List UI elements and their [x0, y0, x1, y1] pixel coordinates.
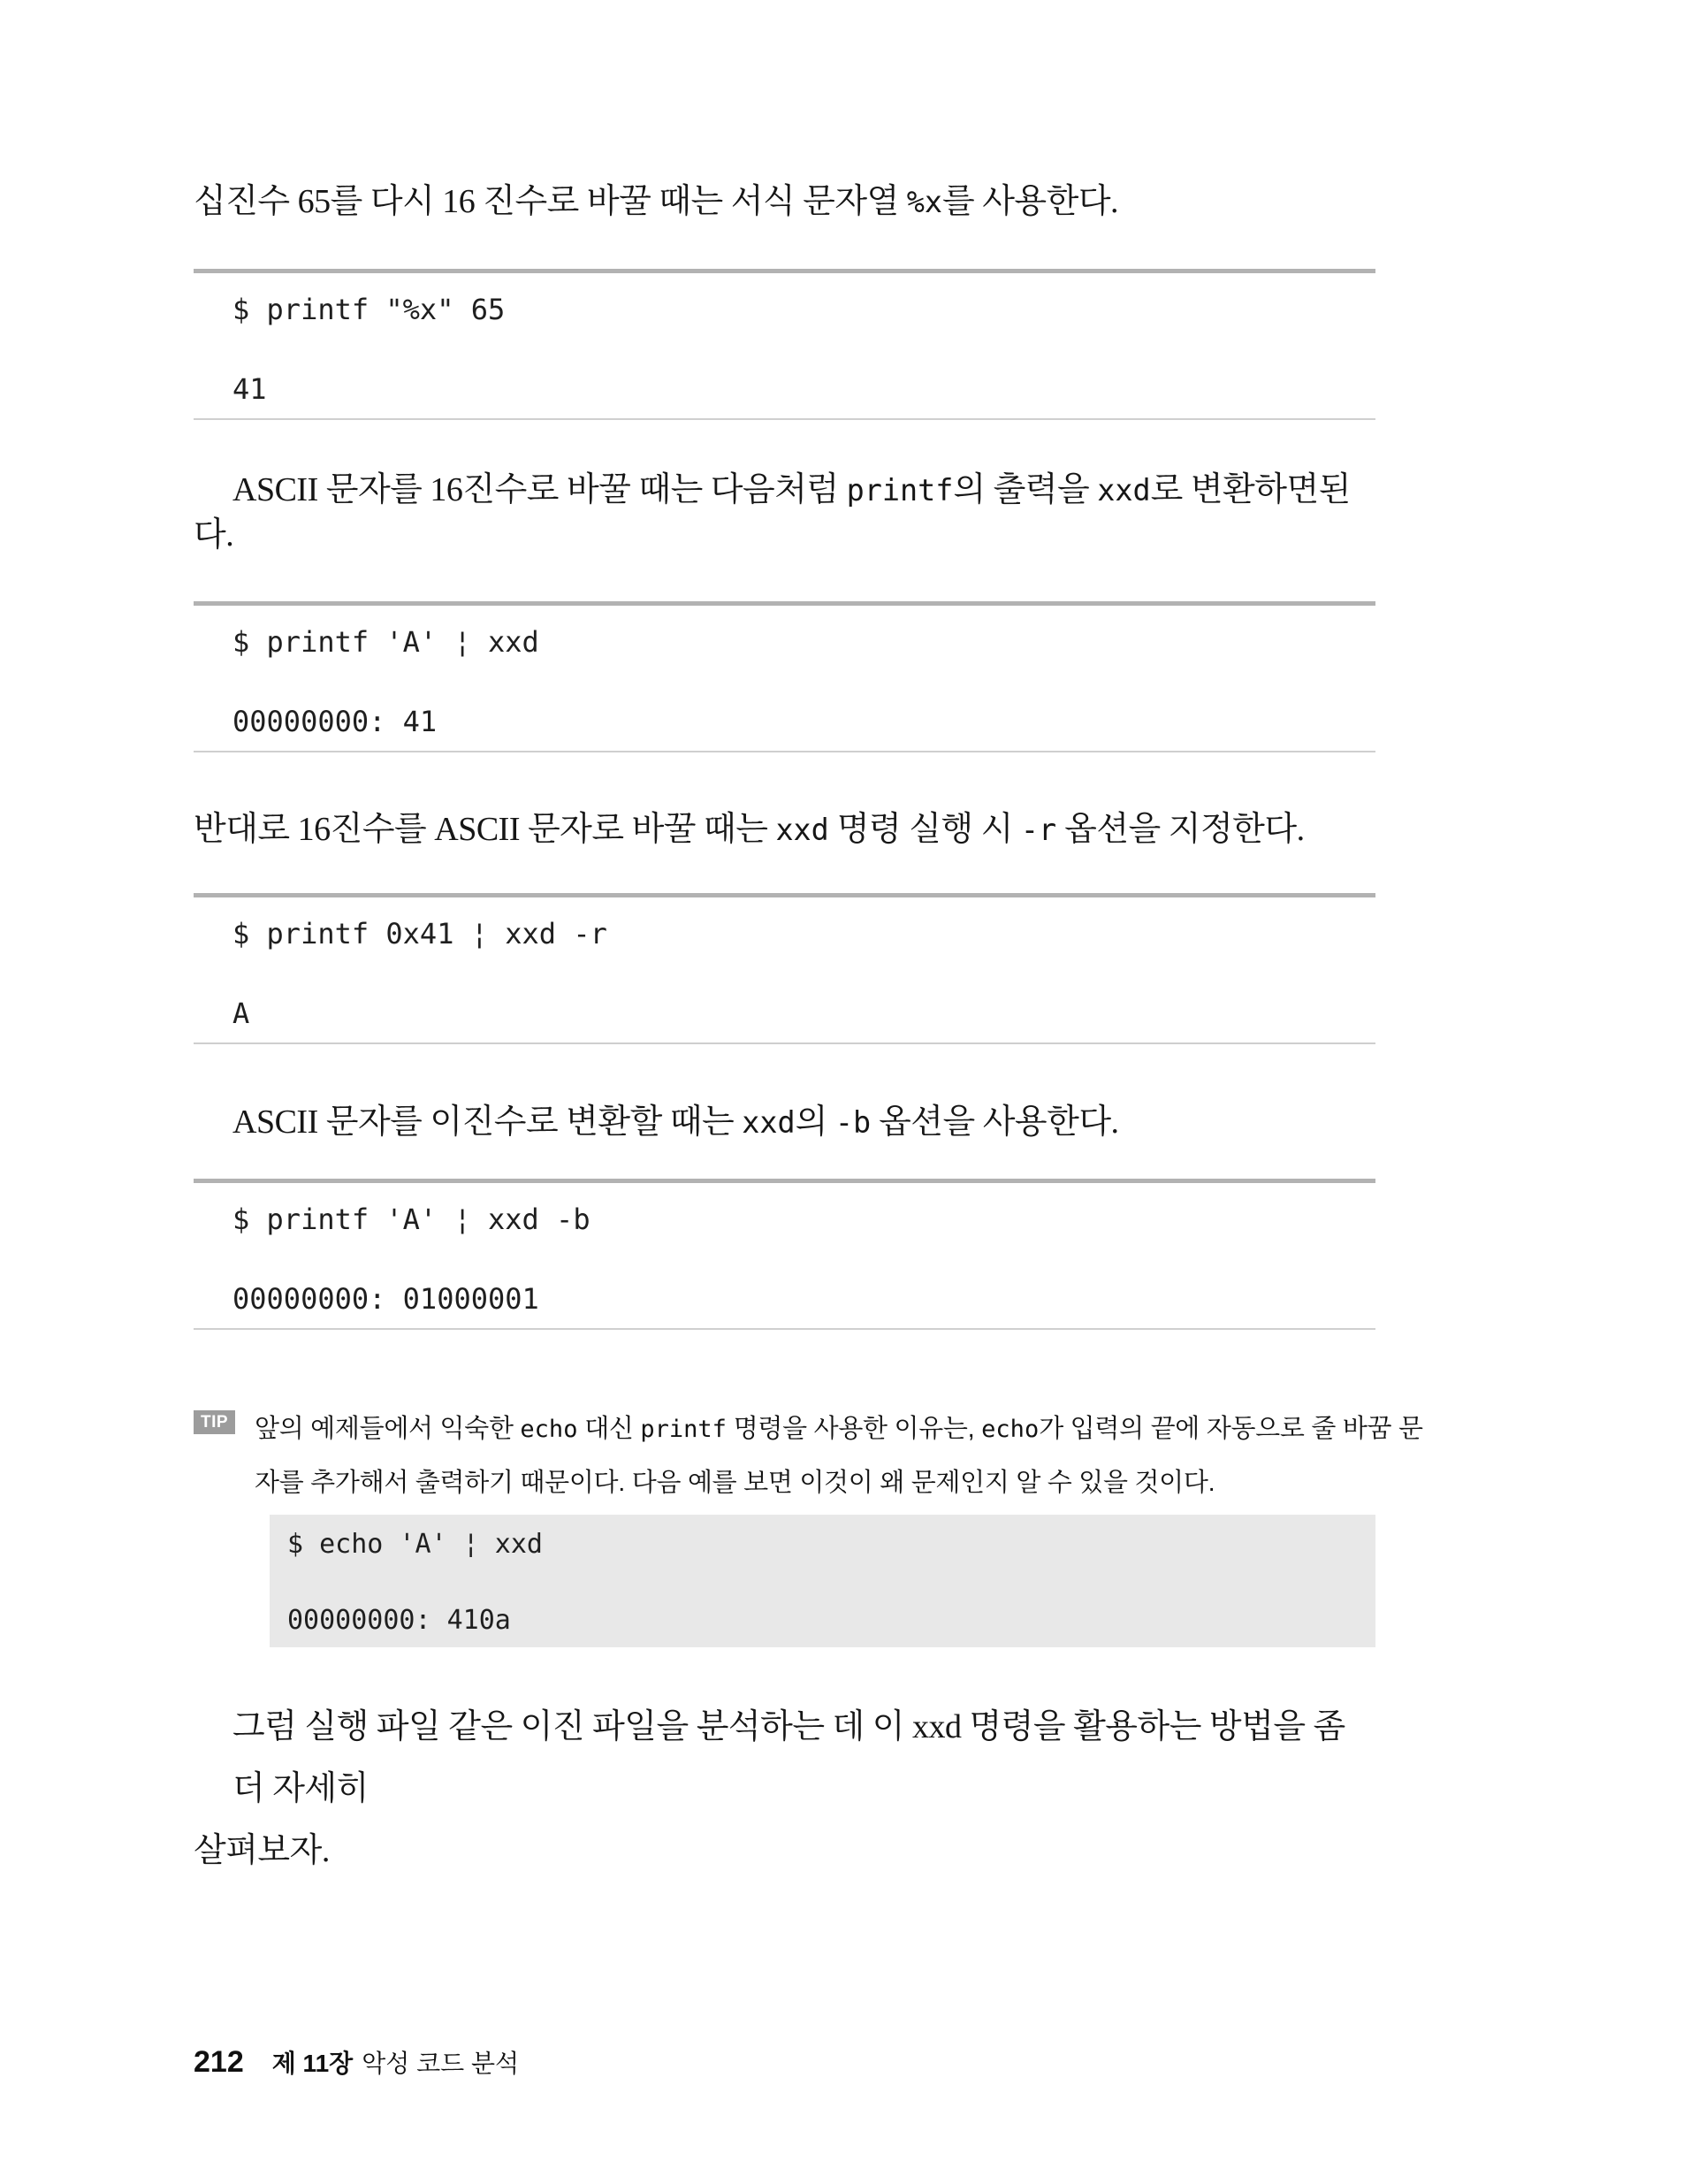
inline-code: echo — [520, 1416, 578, 1443]
inline-code: -r — [1020, 813, 1057, 847]
text-run: 를 사용한다. — [942, 183, 1119, 220]
code-line: 00000000: 01000001 — [232, 1282, 539, 1316]
text-run: ASCII 문자를 16진수로 바꿀 때는 다음처럼 — [232, 471, 847, 508]
code-line: 00000000: 410a — [287, 1605, 511, 1636]
text-run: 살펴보자. — [194, 1832, 330, 1869]
code-block-xxd-binary — [194, 1179, 1375, 1330]
tip-code-box — [270, 1515, 1375, 1647]
code-line: A — [232, 997, 250, 1030]
code-block-xxd-reverse — [194, 893, 1375, 1044]
footer-chapter-label: 제 11장 — [271, 2050, 354, 2077]
page-footer — [194, 2044, 519, 2080]
closing-line — [194, 1820, 1375, 1882]
paragraph-closing — [194, 1696, 1375, 1882]
text-run: 가 입력의 끝에 자동으로 줄 바꿈 문 — [1039, 1415, 1423, 1443]
text-run: 의 출력을 — [953, 471, 1098, 508]
inline-code: xxd — [742, 1105, 796, 1140]
code-line: $ printf 'A' ¦ xxd -b — [232, 1203, 590, 1236]
code-line: $ printf "%x" 65 — [232, 293, 506, 326]
code-block-printf-xxd — [194, 601, 1375, 752]
footer-page-number: 212 — [194, 2045, 244, 2079]
code-line: $ printf 0x41 ¦ xxd -r — [232, 917, 607, 951]
code-line: 41 — [232, 372, 267, 406]
paragraph-ascii-to-binary — [194, 1100, 1375, 1145]
code-block-printf-hex — [194, 269, 1375, 420]
inline-code: %x — [906, 185, 942, 219]
inline-code: printf — [640, 1416, 727, 1443]
tip-text-line — [255, 1402, 1423, 1456]
inline-code: xxd — [775, 813, 829, 847]
text-run: 로 변환하면된다. — [194, 471, 1351, 554]
footer-chapter-title: 악성 코드 분석 — [362, 2050, 520, 2077]
code-line: 00000000: 41 — [232, 705, 438, 738]
text-run: 앞의 예제들에서 익숙한 — [255, 1415, 521, 1443]
code-line: $ echo 'A' ¦ xxd — [287, 1529, 543, 1560]
tip-text-line — [255, 1456, 1375, 1509]
tip-note — [194, 1402, 1423, 1647]
inline-code: -b — [834, 1105, 872, 1140]
text-run: 옵션을 지정한다. — [1056, 811, 1305, 848]
text-run: 십진수 65를 다시 16 진수로 바꿀 때는 서식 문자열 — [194, 183, 907, 220]
inline-code: echo — [981, 1416, 1040, 1443]
tip-badge: TIP — [194, 1410, 235, 1434]
closing-line — [194, 1696, 1375, 1820]
inline-code: printf — [846, 473, 954, 508]
text-run: 옵션을 사용한다. — [871, 1103, 1119, 1141]
tip-text — [255, 1402, 1423, 1509]
text-run: 자를 추가해서 출력하기 때문이다. 다음 예를 보면 이것이 왜 문제인지 알 수 있을 것이다. — [255, 1469, 1215, 1497]
text-run: 대신 — [577, 1415, 641, 1443]
page-content — [194, 0, 1423, 1882]
code-line: $ printf 'A' ¦ xxd — [232, 625, 539, 659]
inline-code: xxd — [1097, 473, 1151, 508]
text-run: 의 — [795, 1103, 835, 1141]
paragraph-hex-to-ascii — [194, 807, 1375, 852]
text-run: 반대로 16진수를 ASCII 문자로 바꿀 때는 — [194, 811, 776, 848]
paragraph-decimal-to-hex — [194, 179, 1375, 225]
text-run: 그럼 실행 파일 같은 이진 파일을 분석하는 데 이 xxd 명령을 활용하는 방법을 좀 더 자세히 — [232, 1708, 1345, 1807]
paragraph-ascii-to-hex — [194, 468, 1375, 557]
text-run: 명령 실행 시 — [828, 811, 1021, 848]
text-run: 명령을 사용한 이유는, — [726, 1415, 982, 1443]
tip-body — [255, 1402, 1423, 1647]
text-run: ASCII 문자를 이진수로 변환할 때는 — [232, 1103, 743, 1141]
